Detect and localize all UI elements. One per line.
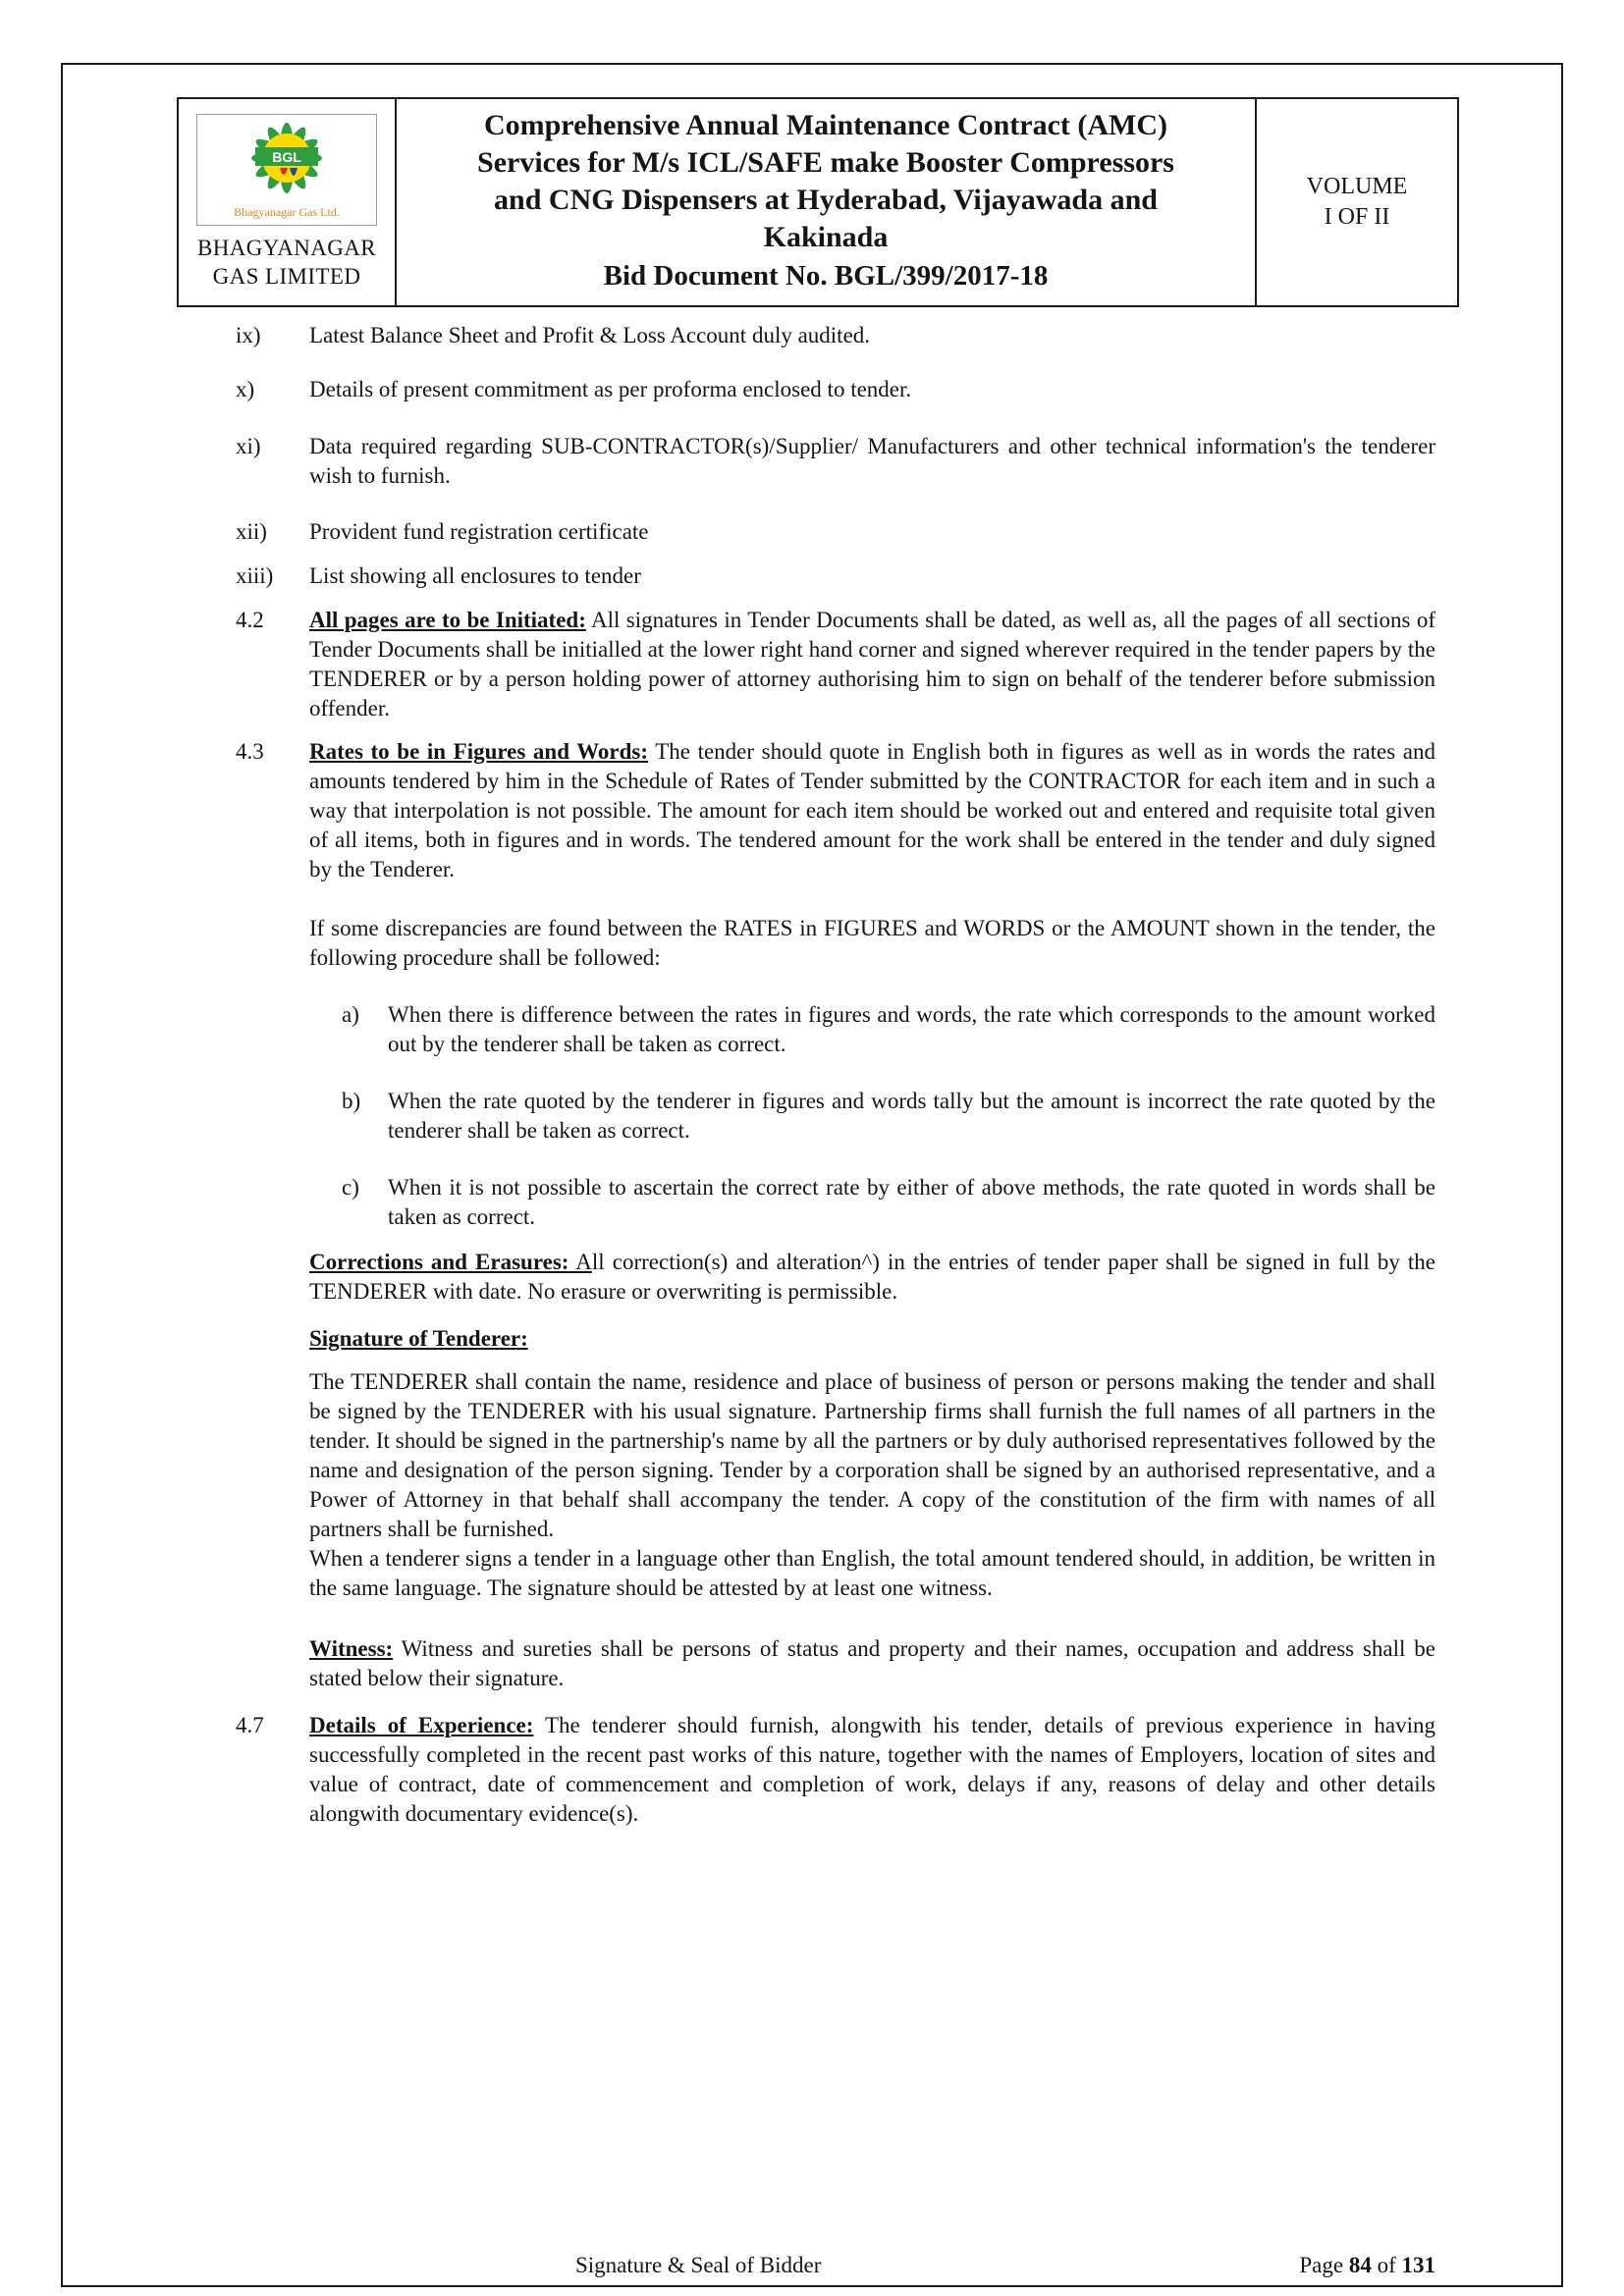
list-marker: x) (236, 377, 255, 401)
company-name-line1: BHAGYANAGAR (196, 236, 377, 260)
list-marker: xii) (236, 519, 267, 544)
section-4-7 (236, 1711, 1435, 1829)
witness-text: Witness and sureties shall be persons of status and property and their names, occupation and address shall be stated below their signature. (309, 1636, 1435, 1690)
section-number: 4.7 (236, 1713, 264, 1737)
bgl-logo (196, 114, 377, 226)
corrections-paragraph (309, 1248, 1435, 1307)
section-text: The tenderer should furnish, alongwith his tender, details of previous experience in having successfully completed in the recent past works of this nature, together with the names of Employers, location of sites and value of contract, date of commencement and completion of work, delays if any, reasons of delay and other details alongwith documentary evidence(s). (309, 1713, 1435, 1826)
list-item-ix (236, 321, 1435, 350)
list-text: Data required regarding SUB-CONTRACTOR(s)/Supplier/ Manufacturers and other technical information's the tenderer wish to furnish. (309, 434, 1435, 488)
title-line: Comprehensive Annual Maintenance Contract (AMC) (483, 109, 1168, 141)
section-paragraph (309, 606, 1435, 723)
corrections-heading: Corrections and Erasures: (309, 1250, 569, 1274)
list-text: Details of present commitment as per proforma enclosed to tender. (309, 377, 912, 401)
list-marker: a) (342, 1002, 359, 1027)
section-heading: Rates to be in Figures and Words: (309, 739, 649, 764)
bgl-logo-tagline: Bhagyanagar Gas Ltd. (234, 205, 340, 219)
list-text: When the rate quoted by the tenderer in figures and words tally but the amount is incorrect the rate quoted by the tenderer shall be taken as correct. (388, 1089, 1435, 1143)
title-line: and CNG Dispensers at Hyderabad, Vijayawada and (494, 184, 1158, 216)
list-item-xiii (236, 561, 1435, 591)
section-text: The tender should quote in English both in figures as well as in words the rates and amounts tendered by him in the Schedule of Rates of Tender submitted by the CONTRACTOR for each item and in such a way that interpolation is not possible. The amount for each item should be worked out and entered and requisite total given of all items, both in figures and in words. The tendered amount for the work shall be entered in the tender and duly signed by the Tenderer. (309, 739, 1435, 881)
corrections-underlined-letter: A (568, 1250, 592, 1274)
list-text: When it is not possible to ascertain the correct rate by either of above methods, the rate quoted in words shall be taken as correct. (388, 1175, 1435, 1229)
signature-paragraph-2: When a tenderer signs a tender in a language other than English, the total amount tendered should, in addition, be written in the same language. The signature should be attested by at least one witness. (309, 1546, 1435, 1600)
list-marker: b) (342, 1089, 361, 1113)
witness-paragraph (309, 1634, 1435, 1693)
company-name-line2: GAS LIMITED (212, 264, 361, 289)
list-item-b (342, 1087, 1435, 1146)
list-marker: ix) (236, 323, 261, 347)
list-marker: c) (342, 1175, 359, 1200)
section-number: 4.3 (236, 739, 264, 764)
list-text: List showing all enclosures to tender (309, 563, 641, 588)
list-marker: xi) (236, 434, 261, 458)
signature-heading-block (309, 1324, 1435, 1354)
list-text: Provident fund registration certificate (309, 519, 649, 544)
document-title (408, 107, 1243, 256)
list-item-xi (236, 432, 1435, 491)
header-table (177, 97, 1459, 307)
bgl-logo-graphic (197, 115, 376, 225)
volume-cell (1256, 98, 1458, 306)
bgl-logo-text: BGL (272, 149, 301, 165)
page-border (61, 63, 1563, 2287)
signature-paragraph-1: The TENDERER shall contain the name, residence and place of business of person or persons making the tender and shall be signed by the TENDERER with his usual signature. Partnership firms shall furnish the full names of all partners in the tender. It should be signed in the partnership's name by all the partners or by duly authorised representatives followed by the name and designation of the person signing. Tender by a corporation shall be signed by an authorised representative, and a Power of Attorney in that behalf shall accompany the tender. A copy of the constitution of the firm with names of all partners shall be furnished. (309, 1369, 1435, 1541)
signature-heading: Signature of Tenderer: (309, 1326, 528, 1351)
signature-seal-label: Signature & Seal of Bidder (575, 2253, 822, 2277)
title-cell (396, 98, 1256, 306)
title-line: Kakinada (763, 221, 889, 253)
section-heading: All pages are to be Initiated: (309, 608, 586, 632)
section-number: 4.2 (236, 608, 264, 632)
list-text: When there is difference between the rates in figures and words, the rate which corresponds to the amount worked out by the tenderer shall be taken as correct. (388, 1002, 1435, 1056)
list-item-a (342, 1000, 1435, 1059)
volume-line1: VOLUME (1306, 174, 1408, 199)
company-name (183, 234, 391, 291)
document-body (236, 321, 1435, 1829)
bid-document-number: Bid Document No. BGL/399/2017-18 (603, 260, 1049, 292)
page-footer (63, 2252, 1435, 2279)
discrepancy-paragraph: If some discrepancies are found between the RATES in FIGURES and WORDS or the AMOUNT shown in the tender, the following procedure shall be followed: (309, 916, 1435, 970)
logo-cell (178, 98, 396, 306)
title-line: Services for M/s ICL/SAFE make Booster Compressors (477, 146, 1174, 179)
volume-line2: I OF II (1324, 204, 1390, 230)
list-item-x (236, 375, 1435, 404)
list-marker: xiii) (236, 563, 274, 588)
list-item-c (342, 1173, 1435, 1232)
section-4-2 (236, 606, 1435, 723)
list-text: Latest Balance Sheet and Profit & Loss Account duly audited. (309, 323, 871, 347)
section-text: All signatures in Tender Documents shall be dated, as well as, all the pages of all sections of Tender Documents shall be initialled at the lower right hand corner and signed wherever required in the tender papers by the TENDERER or by a person holding power of attorney authorising him to sign on behalf of the tenderer before submission offender. (309, 608, 1435, 721)
list-item-xii (236, 517, 1435, 547)
of-word: of (1371, 2253, 1402, 2277)
section-heading: Details of Experience: (309, 1713, 534, 1737)
page-number: 84 (1348, 2253, 1372, 2277)
page-word: Page (1299, 2253, 1349, 2277)
page-total: 131 (1401, 2253, 1435, 2277)
section-paragraph (309, 1711, 1435, 1829)
section-paragraph (309, 737, 1435, 884)
section-4-3 (236, 737, 1435, 884)
page-indicator (1299, 2252, 1435, 2279)
witness-heading: Witness: (309, 1636, 394, 1661)
corrections-text: ll correction(s) and alteration^) in the entries of tender paper shall be signed in full by the TENDERER with date. No erasure or overwriting is permissible. (309, 1250, 1436, 1304)
